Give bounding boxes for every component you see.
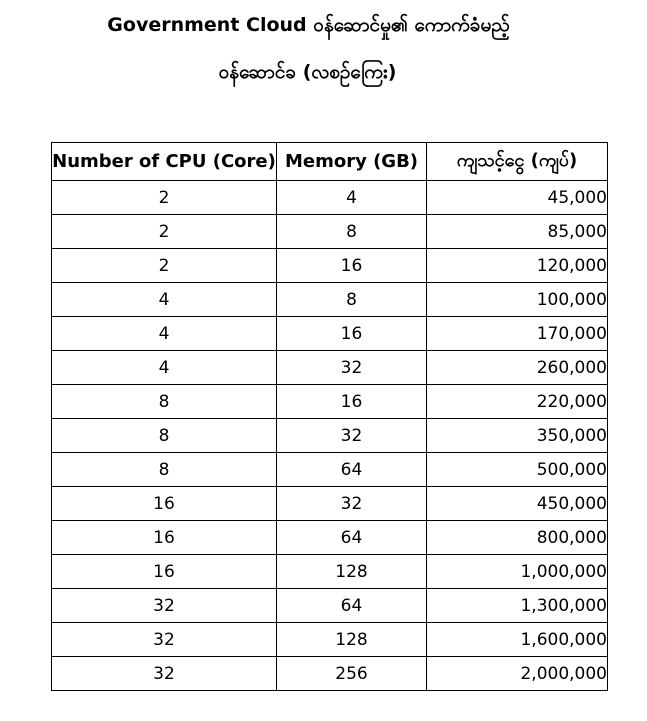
table-row — [52, 317, 608, 351]
price-cell: 800,000 — [427, 521, 608, 555]
cpu-cell: 8 — [52, 385, 277, 419]
table-row — [52, 419, 608, 453]
memory-cell: 64 — [277, 453, 427, 487]
memory-cell: 8 — [277, 283, 427, 317]
table-row — [52, 623, 608, 657]
cpu-cell: 16 — [52, 487, 277, 521]
memory-cell: 4 — [277, 181, 427, 215]
memory-cell: 32 — [277, 351, 427, 385]
table-row — [52, 351, 608, 385]
memory-cell: 16 — [277, 317, 427, 351]
table-row — [52, 589, 608, 623]
cpu-cell: 32 — [52, 657, 277, 691]
memory-cell: 64 — [277, 521, 427, 555]
table-body — [52, 181, 608, 691]
cpu-cell: 4 — [52, 351, 277, 385]
header-price-kyat: ကျသင့်ငွေ (ကျပ်) — [427, 143, 608, 181]
memory-cell: 16 — [277, 249, 427, 283]
table-row — [52, 487, 608, 521]
table-row — [52, 215, 608, 249]
price-cell: 450,000 — [427, 487, 608, 521]
price-cell: 120,000 — [427, 249, 608, 283]
table-row — [52, 657, 608, 691]
memory-cell: 32 — [277, 487, 427, 521]
price-cell: 1,000,000 — [427, 555, 608, 589]
table-row — [52, 283, 608, 317]
price-cell: 350,000 — [427, 419, 608, 453]
price-cell: 100,000 — [427, 283, 608, 317]
document-title-line-2: ဝန်ဆောင်ခ (လစဉ်ကြေး) — [218, 61, 397, 83]
pricing-table — [51, 142, 608, 691]
cpu-cell: 4 — [52, 283, 277, 317]
cpu-cell: 2 — [52, 215, 277, 249]
price-cell: 220,000 — [427, 385, 608, 419]
price-cell: 260,000 — [427, 351, 608, 385]
price-cell: 500,000 — [427, 453, 608, 487]
table-row — [52, 453, 608, 487]
table-row — [52, 521, 608, 555]
cpu-cell: 8 — [52, 453, 277, 487]
cpu-cell: 4 — [52, 317, 277, 351]
cpu-cell: 32 — [52, 589, 277, 623]
memory-cell: 128 — [277, 555, 427, 589]
table-header-row — [52, 143, 608, 181]
cpu-cell: 16 — [52, 555, 277, 589]
price-cell: 2,000,000 — [427, 657, 608, 691]
memory-cell: 64 — [277, 589, 427, 623]
table-row — [52, 181, 608, 215]
table-row — [52, 249, 608, 283]
document-title-line-1: Government Cloud ဝန်ဆောင်မှု၏ ကောက်ခံမည့် — [107, 14, 510, 36]
cpu-cell: 8 — [52, 419, 277, 453]
header-cpu-cores: Number of CPU (Core) — [52, 143, 277, 181]
memory-cell: 8 — [277, 215, 427, 249]
price-cell: 1,600,000 — [427, 623, 608, 657]
table-row — [52, 385, 608, 419]
price-cell: 1,300,000 — [427, 589, 608, 623]
memory-cell: 256 — [277, 657, 427, 691]
table-row — [52, 555, 608, 589]
cpu-cell: 2 — [52, 249, 277, 283]
memory-cell: 128 — [277, 623, 427, 657]
cpu-cell: 2 — [52, 181, 277, 215]
memory-cell: 16 — [277, 385, 427, 419]
price-cell: 45,000 — [427, 181, 608, 215]
cpu-cell: 32 — [52, 623, 277, 657]
price-cell: 85,000 — [427, 215, 608, 249]
cpu-cell: 16 — [52, 521, 277, 555]
memory-cell: 32 — [277, 419, 427, 453]
header-memory-gb: Memory (GB) — [277, 143, 427, 181]
price-cell: 170,000 — [427, 317, 608, 351]
